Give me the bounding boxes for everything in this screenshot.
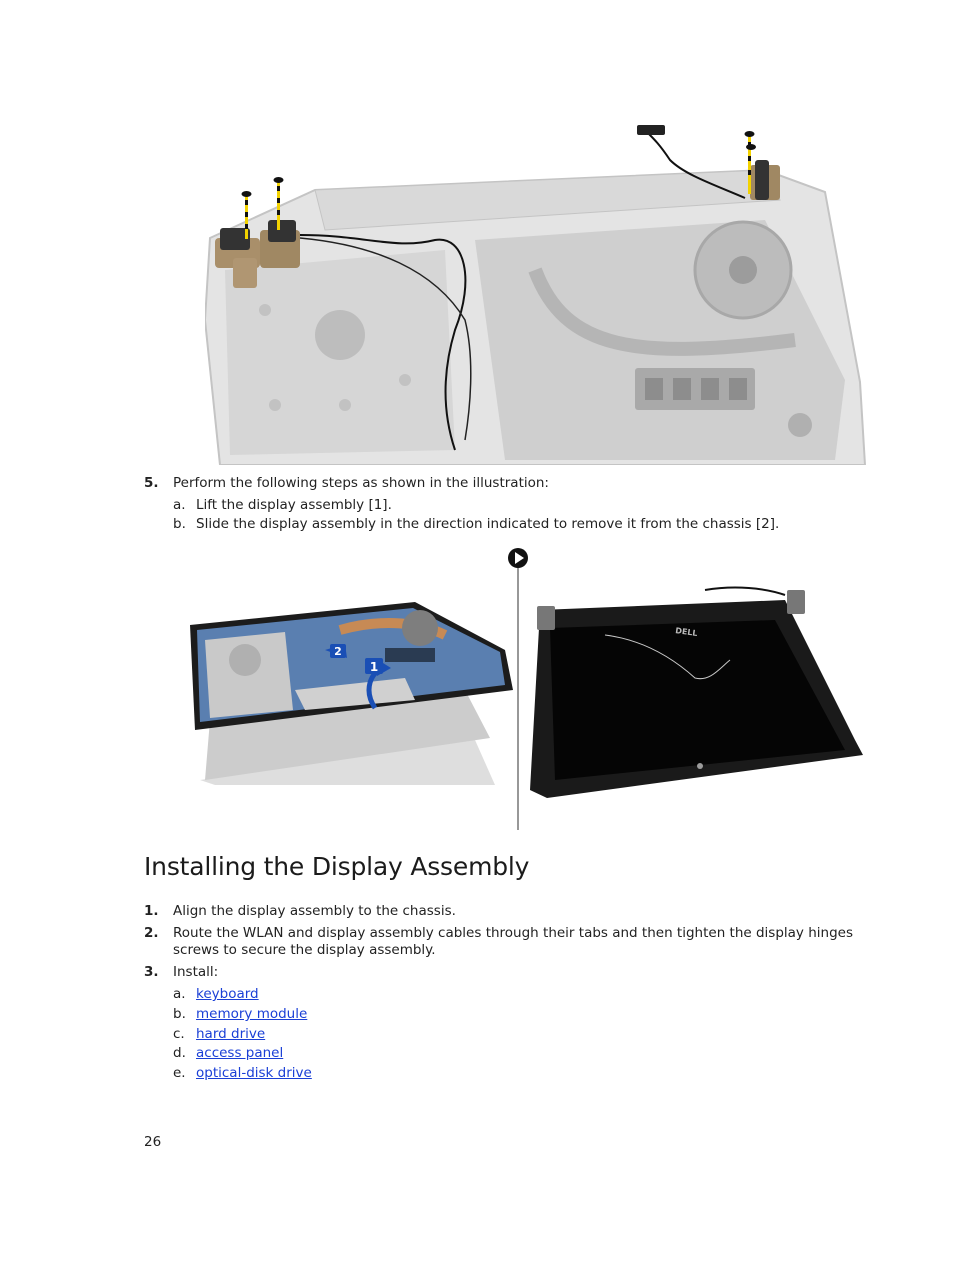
step-number: 5. <box>144 475 159 491</box>
step-number: 3. <box>144 964 159 980</box>
callout-2: 2 <box>334 645 342 658</box>
substep-text: Slide the display assembly in the direction indicated to remove it from the chassis [2]. <box>196 516 780 532</box>
page-number: 26 <box>144 1134 162 1150</box>
install-item-letter: a. <box>173 986 186 1002</box>
step-text: Perform the following steps as shown in the illustration: <box>173 475 549 491</box>
keyboard-link[interactable]: keyboard <box>196 986 259 1002</box>
display-removal-illustration <box>175 540 870 835</box>
install-item-letter: c. <box>173 1026 185 1042</box>
section-title: Installing the Display Assembly <box>144 852 530 881</box>
step-text: Route the WLAN and display assembly cables through their tabs and then tighten the display hinges <box>173 925 853 941</box>
substep-letter: a. <box>173 497 186 513</box>
step-text: Align the display assembly to the chassis. <box>173 903 456 919</box>
optical-disk-drive-link[interactable]: optical-disk drive <box>196 1065 312 1081</box>
step-text: Install: <box>173 964 219 980</box>
substep-text: Lift the display assembly [1]. <box>196 497 392 513</box>
callout-1: 1 <box>369 660 379 674</box>
step-text-continued: screws to secure the display assembly. <box>173 942 436 958</box>
install-item-letter: e. <box>173 1065 186 1081</box>
chassis-hinge-illustration <box>205 120 867 465</box>
step-number: 1. <box>144 903 159 919</box>
install-item-letter: d. <box>173 1045 186 1061</box>
hard-drive-link[interactable]: hard drive <box>196 1026 266 1042</box>
substep-letter: b. <box>173 516 186 532</box>
access-panel-link[interactable]: access panel <box>196 1045 284 1061</box>
brand-logo: DELL <box>674 626 699 639</box>
memory-module-link[interactable]: memory module <box>196 1006 308 1022</box>
install-item-letter: b. <box>173 1006 186 1022</box>
step-number: 2. <box>144 925 159 941</box>
